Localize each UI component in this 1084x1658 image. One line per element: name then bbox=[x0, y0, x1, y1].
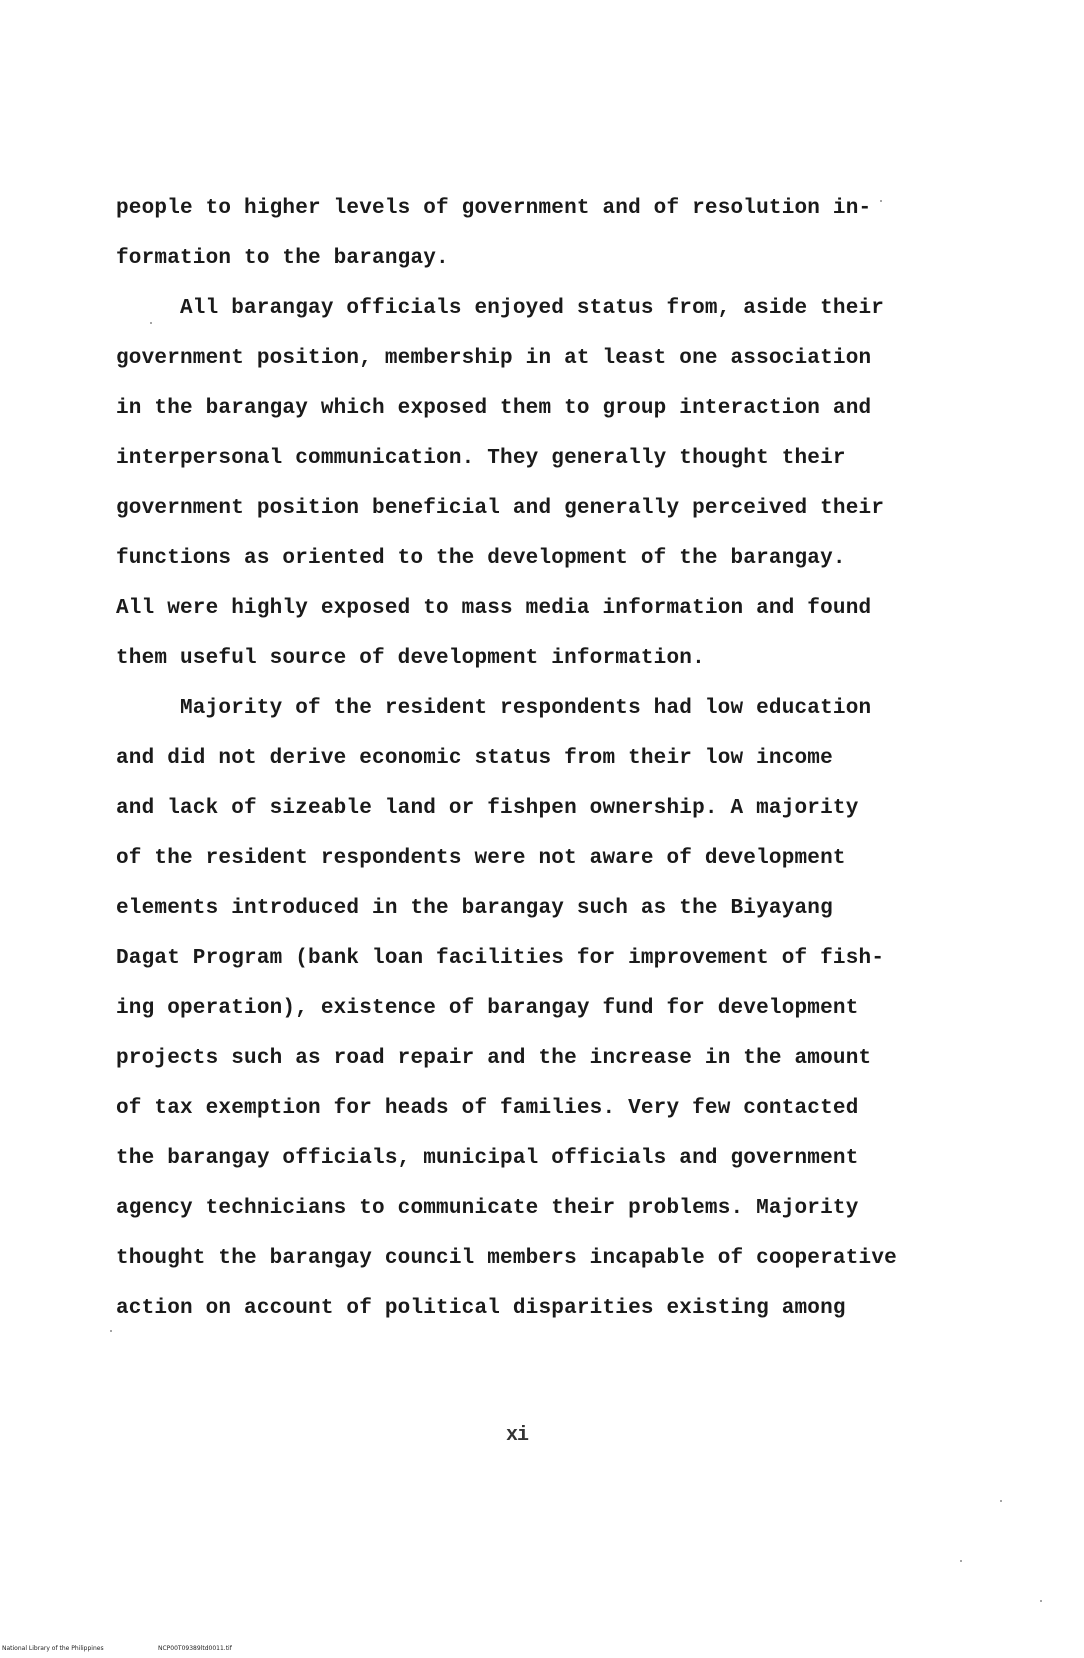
text-line-2: formation to the barangay. bbox=[116, 247, 449, 270]
text-line-17: ing operation), existence of barangay fund for development bbox=[116, 997, 859, 1020]
text-line-23: action on account of political disparities existing among bbox=[116, 1297, 846, 1320]
text-line-16: Dagat Program (bank loan facilities for improvement of fish- bbox=[116, 947, 885, 970]
scan-speck bbox=[110, 1330, 112, 1332]
scan-speck bbox=[1000, 1500, 1002, 1502]
text-line-9: All were highly exposed to mass media information and found bbox=[116, 597, 872, 620]
text-line-22: thought the barangay council members incapable of cooperative bbox=[116, 1247, 897, 1270]
text-line-6: interpersonal communication. They generally thought their bbox=[116, 447, 846, 470]
text-line-3: All barangay officials enjoyed status from, aside their bbox=[180, 297, 885, 320]
scan-speck bbox=[880, 200, 882, 202]
footer-library-credit: National Library of the Philippines bbox=[2, 1645, 104, 1652]
text-line-5: in the barangay which exposed them to group interaction and bbox=[116, 397, 872, 420]
text-line-14: of the resident respondents were not aware of development bbox=[116, 847, 846, 870]
text-line-19: of tax exemption for heads of families. Very few contacted bbox=[116, 1097, 859, 1120]
text-line-12: and did not derive economic status from their low income bbox=[116, 747, 833, 770]
text-line-8: functions as oriented to the development of the barangay. bbox=[116, 547, 846, 570]
text-line-21: agency technicians to communicate their problems. Majority bbox=[116, 1197, 859, 1220]
footer-file-name: NCP00T09389ltd0011.tif bbox=[158, 1645, 232, 1652]
text-line-7: government position beneficial and generally perceived their bbox=[116, 497, 885, 520]
text-line-10: them useful source of development information. bbox=[116, 647, 705, 670]
text-line-15: elements introduced in the barangay such as the Biyayang bbox=[116, 897, 833, 920]
scan-speck bbox=[1040, 1600, 1042, 1602]
scan-speck bbox=[150, 322, 152, 324]
text-line-18: projects such as road repair and the increase in the amount bbox=[116, 1047, 872, 1070]
text-line-11: Majority of the resident respondents had low education bbox=[180, 697, 872, 720]
text-line-20: the barangay officials, municipal officials and government bbox=[116, 1147, 859, 1170]
text-line-1: people to higher levels of government and of resolution in- bbox=[116, 197, 872, 220]
text-line-13: and lack of sizeable land or fishpen ownership. A majority bbox=[116, 797, 859, 820]
scan-speck bbox=[960, 1560, 962, 1562]
text-line-4: government position, membership in at least one association bbox=[116, 347, 872, 370]
page-number: xi bbox=[506, 1424, 529, 1447]
